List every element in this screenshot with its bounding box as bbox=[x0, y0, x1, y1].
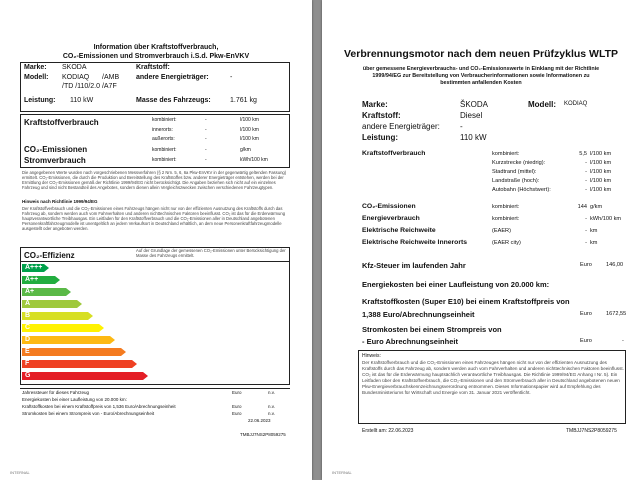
kv-sub-value: - bbox=[585, 178, 587, 184]
co2-sub: kombiniert: bbox=[152, 147, 177, 153]
kk-cur: Euro bbox=[580, 311, 592, 317]
measurement-note: Die angegebenen Werte wurden nach vorgeschriebenen Messverfahren (§ 2 Nrn. 5, 6, 6a Pkw-EnVKV in der gegenwärtig geltenden Fassung) ermittelt. CO₂-Emissionen, die durch die Produktion und Bereitstellung des Kraftstoffes bzw. anderer Energieträger entstehen, werden bei der Ermittlung der CO₂-Emissionen gemäß der Richtlinie 1999/94/EG nicht berücksichtigt. Die Angaben beziehen sich nicht auf ein einzelnes Fahrzeug und sind nicht Bestandteil des Angebotes, sondern dienen allein Vergleichszwecken zwischen verschiedenen Fahrzeugtypen. bbox=[22, 170, 287, 190]
co2-value: - bbox=[205, 147, 207, 153]
r-modell-value: KODIAQ bbox=[564, 101, 588, 107]
r-kraftstoff-label: Kraftstoff: bbox=[362, 111, 401, 120]
efficiency-band bbox=[22, 324, 104, 332]
er-unit: km bbox=[590, 228, 598, 234]
co2-label: CO₂-Emissionen bbox=[24, 145, 88, 154]
cost-row-extra: n.v. bbox=[268, 404, 275, 409]
co2-unit: g/km bbox=[240, 147, 251, 153]
energietraeger-label: andere Energieträger: bbox=[136, 74, 209, 81]
efficiency-band-arrow bbox=[88, 312, 93, 320]
effizienz-note: Auf der Grundlage der gemessenen CO₂-Emissionen unter Berücksichtigung der Masse des Fahrzeugs ermittelt. bbox=[136, 248, 286, 258]
marke-label: Marke: bbox=[24, 64, 47, 71]
efficiency-band-label: A+ bbox=[22, 288, 66, 296]
modell-value-3: /TD /110/2.0 /A7F bbox=[62, 83, 117, 90]
efficiency-band-arrow bbox=[44, 264, 49, 272]
r-co2-unit: g/km bbox=[590, 204, 603, 210]
strom-unit: kWh/100 km bbox=[240, 157, 268, 163]
modell-label: Modell: bbox=[24, 74, 49, 81]
efficiency-band-arrow bbox=[99, 324, 104, 332]
r-co2-value: 144 bbox=[577, 204, 587, 210]
marke-value: SKODA bbox=[62, 64, 87, 71]
ev-sub: kombiniert: bbox=[492, 216, 520, 222]
efficiency-band-label: G bbox=[22, 372, 143, 380]
cost-row-value: Euro bbox=[232, 411, 242, 416]
energietraeger-value: - bbox=[230, 74, 233, 81]
r-marke-label: Marke: bbox=[362, 100, 388, 109]
er-value: - bbox=[585, 228, 587, 234]
efficiency-band bbox=[22, 348, 126, 356]
er-sub: (EAER) bbox=[492, 228, 511, 234]
leistung-label: Leistung: bbox=[24, 97, 56, 104]
efficiency-band-arrow bbox=[121, 348, 126, 356]
efficiency-band-label: D bbox=[22, 336, 110, 344]
efficiency-band-arrow bbox=[143, 372, 148, 380]
efficiency-band-label: A+++ bbox=[22, 264, 44, 272]
cost-row-label: Stromkosten bei einem Strompreis von - Euro/Abrechnungseinheit bbox=[22, 411, 155, 416]
masse-value: 1.761 kg bbox=[230, 97, 257, 104]
kv-sub-value: - bbox=[585, 160, 587, 166]
cost-row-extra: n.v. bbox=[268, 390, 275, 395]
efficiency-band bbox=[22, 300, 82, 308]
efficiency-band bbox=[22, 264, 49, 272]
masse-label: Masse des Fahrzeugs: bbox=[136, 97, 211, 104]
efficiency-band bbox=[22, 276, 60, 284]
efficiency-band-arrow bbox=[66, 288, 71, 296]
kv-row-label: kombiniert: bbox=[152, 117, 177, 123]
sk-cur: Euro bbox=[580, 338, 592, 344]
energiekosten-label: Energiekosten bei einer Laufleistung von 20.000 km: bbox=[362, 280, 550, 289]
kv-row-unit: l/100 km bbox=[240, 117, 259, 123]
kv-row-unit: l/100 km bbox=[240, 127, 259, 133]
cost-row-label: Energiekosten bei einer Laufleistung von 20.000 km: bbox=[22, 397, 127, 402]
kv-sub-value: - bbox=[585, 169, 587, 175]
cost-row-value: Euro bbox=[232, 390, 242, 395]
hinweis-text: Der Kraftstoffverbrauch und die CO₂-Emissionen eines Fahrzeugs hängen nicht nur von der effizienten Ausnutzung des Kraftstoffs durch das Fahrzeug ab, sondern werden auch vom Fahrverhalten und anderen nichttechnischen Faktoren beeinflusst. CO₂ ist das für die Erderwärmung hauptverantwortliche Treibhausgas. Ein Leitfaden für den Kraftstoffverbrauch und die CO₂-Emissionen aller in Deutschland angebotenen Personenkraftfahrzeugmodelle ist unentgeltlich an jedem Verkaufsort in Deutschland erhältlich, an dem neue Personenkraftfahrzeugmodelle ausgestellt oder angeboten werden. bbox=[22, 206, 286, 231]
left-date: 22.06.2023 bbox=[248, 418, 271, 423]
kk-value: 1672,55 bbox=[606, 311, 627, 317]
cost-row-value: Euro bbox=[232, 404, 242, 409]
kv-row-value: - bbox=[205, 127, 207, 133]
kv-sub-label: Landstraße (hoch): bbox=[492, 178, 540, 184]
modell-value-1: KODIAQ bbox=[62, 74, 90, 81]
kraftstoffkosten-line1: Kraftstoffkosten (Super E10) bei einem Kraftstoffpreis von bbox=[362, 297, 570, 306]
efficiency-band bbox=[22, 312, 93, 320]
steuer-value: 146,00 bbox=[606, 262, 624, 268]
effizienz-divider bbox=[20, 261, 290, 262]
r-leistung-label: Leistung: bbox=[362, 133, 398, 142]
efficiency-band-label: E bbox=[22, 348, 121, 356]
kv-sub-unit: l/100 km bbox=[590, 187, 612, 193]
cost-row-extra: n.v. bbox=[268, 411, 275, 416]
steuer-label: Kfz-Steuer im laufenden Jahr bbox=[362, 261, 466, 270]
cost-row-label: Kraftstoffkosten bei einem Kraftstoffpreis von 1,536 Euro/Abrechnungseinheit bbox=[22, 404, 176, 409]
strom-value: - bbox=[205, 157, 207, 163]
r-energietraeger-value: - bbox=[460, 122, 463, 131]
stromkosten-line1: Stromkosten bei einem Strompreis von bbox=[362, 325, 502, 334]
left-footer: INTERNAL bbox=[10, 470, 30, 475]
r-leistung-value: 110 kW bbox=[460, 133, 487, 142]
sk-value: - bbox=[622, 338, 624, 344]
kv-row-value: - bbox=[205, 117, 207, 123]
efficiency-band-arrow bbox=[77, 300, 82, 308]
kv-row-label: innerorts: bbox=[152, 127, 173, 133]
kraftstoffverbrauch-label: Kraftstoffverbrauch bbox=[24, 118, 99, 127]
modell-value-2: /AMB bbox=[102, 74, 120, 81]
left-title-line2: CO₂-Emissionen und Stromverbrauch i.S.d. Pkw-EnVKV bbox=[62, 53, 250, 60]
right-title: Verbrennungsmotor nach dem neuen Prüfzyklus WLTP bbox=[343, 48, 618, 60]
efficiency-band-label: C bbox=[22, 324, 99, 332]
r-marke-value: ŠKODA bbox=[460, 100, 489, 109]
efficiency-band-label: F bbox=[22, 360, 132, 368]
r-co2-label: CO₂-Emissionen bbox=[362, 203, 416, 210]
eri-unit: km bbox=[590, 240, 598, 246]
left-title-line1: Information über Kraftstoffverbrauch, bbox=[93, 44, 219, 51]
efficiency-band bbox=[22, 288, 71, 296]
kv-sub-label: Kurzstrecke (niedrig): bbox=[492, 160, 546, 166]
efficiency-band-arrow bbox=[132, 360, 137, 368]
steuer-cur: Euro bbox=[580, 262, 592, 268]
kv-sub-unit: l/100 km bbox=[590, 169, 612, 175]
kv-unit: l/100 km bbox=[590, 151, 612, 157]
eri-label: Elektrische Reichweite Innerorts bbox=[362, 239, 468, 246]
r-modell-label: Modell: bbox=[528, 100, 556, 109]
cost-row-label: Jahressteuer für dieses Fahrzeug bbox=[22, 390, 90, 395]
kv-sub-unit: l/100 km bbox=[590, 178, 612, 184]
strom-sub: kombiniert: bbox=[152, 157, 177, 163]
leistung-value: 110 kW bbox=[70, 97, 94, 104]
er-label: Elektrische Reichweite bbox=[362, 227, 436, 234]
kv-sub-label: Stadtrand (mittel): bbox=[492, 169, 537, 175]
strom-label: Stromverbrauch bbox=[24, 156, 86, 165]
r-kraftstoff-value: Diesel bbox=[460, 111, 483, 120]
effizienz-title: CO₂-Effizienz bbox=[24, 251, 75, 260]
efficiency-band bbox=[22, 360, 137, 368]
right-footer: INTERNAL bbox=[332, 470, 352, 475]
efficiency-band-label: A bbox=[22, 300, 77, 308]
kv-sub-value: - bbox=[585, 187, 587, 193]
kv-label: Kraftstoffverbrauch bbox=[362, 150, 426, 157]
r-date: Erstellt am: 22.06.2023 bbox=[362, 428, 414, 434]
efficiency-band-label: A++ bbox=[22, 276, 55, 284]
r-co2-sub: kombiniert: bbox=[492, 204, 520, 210]
r-energietraeger-label: andere Energieträger: bbox=[362, 122, 440, 131]
r-doc-id: TMBJJ7NS2P8059275 bbox=[566, 428, 617, 434]
efficiency-band-label: B bbox=[22, 312, 88, 320]
kv-value: 5,5 bbox=[579, 151, 587, 157]
left-page bbox=[0, 0, 312, 480]
efficiency-band bbox=[22, 372, 148, 380]
kv-sub-unit: l/100 km bbox=[590, 160, 612, 166]
ev-value: - bbox=[585, 216, 587, 222]
r-hinweis-text: Der Kraftstoffverbrauch und die CO₂-Emissionen eines Fahrzeuges hängen nicht nur von der effizienten Ausnutzung des Kraftstoffs durch das Fahrzeug ab, sondern werden auch vom Fahrverhalten und anderen nichttechnischen Faktoren beeinflusst. CO₂ ist das für die Erderwärmung hauptsächlich verantwortliche Treibhausgas. Die Richtlinie 1999/94/EG Anhang I Nr. 5). Ein Leitfaden über den Kraftstoffverbrauch, die CO₂-Emissionen und den Stromverbrauch aller in Deutschland angebotenen neuen Pkw-Energieverbrauchskennzeichnungsverordnung entnommen. Dieses Informationspapier wird auf Empfehlung des Bundesministeriums für Wirtschaft und Energie vom 31. Januar 2021 veröffentlicht. bbox=[362, 360, 624, 395]
efficiency-band-arrow bbox=[55, 276, 60, 284]
right-subtitle-3: bestimmten anfallenden Kosten bbox=[440, 80, 522, 86]
efficiency-band-arrow bbox=[110, 336, 115, 344]
kraftstoffkosten-line2: 1,388 Euro/Abrechnungseinheit bbox=[362, 310, 475, 319]
right-page bbox=[322, 0, 640, 480]
cost-divider bbox=[20, 388, 290, 389]
hinweis-title: Hinweis nach Richtlinie 1999/94/EG bbox=[22, 199, 98, 204]
kv-sub-label: Autobahn (Höchstwert): bbox=[492, 187, 551, 193]
kv-row-unit: l/100 km bbox=[240, 136, 259, 142]
ev-unit: kWh/100 km bbox=[590, 216, 622, 222]
kraftstoff-label: Kraftstoff: bbox=[136, 64, 170, 71]
stromkosten-line2: - Euro Abrechnungseinheit bbox=[362, 337, 458, 346]
kv-row-label: außerorts: bbox=[152, 136, 175, 142]
ev-label: Energieverbrauch bbox=[362, 215, 420, 222]
r-hinweis-title: Hinweis: bbox=[362, 353, 381, 359]
right-subtitle-1: über gemessene Energieverbrauchs- und CO₂-Emissionswerte in Einklang mit der Richtlinie bbox=[362, 66, 600, 72]
right-subtitle-2: 1999/94/EG zur Bereitstellung von Verbraucherinformationen sowie Informationen zu bbox=[372, 73, 590, 79]
efficiency-band bbox=[22, 336, 115, 344]
kv-row-value: - bbox=[205, 136, 207, 142]
left-doc-id: TMBJJ7NS2P8059275 bbox=[240, 432, 286, 437]
eri-value: - bbox=[585, 240, 587, 246]
eri-sub: (EAER city) bbox=[492, 240, 521, 246]
kv-sub: kombiniert: bbox=[492, 151, 520, 157]
